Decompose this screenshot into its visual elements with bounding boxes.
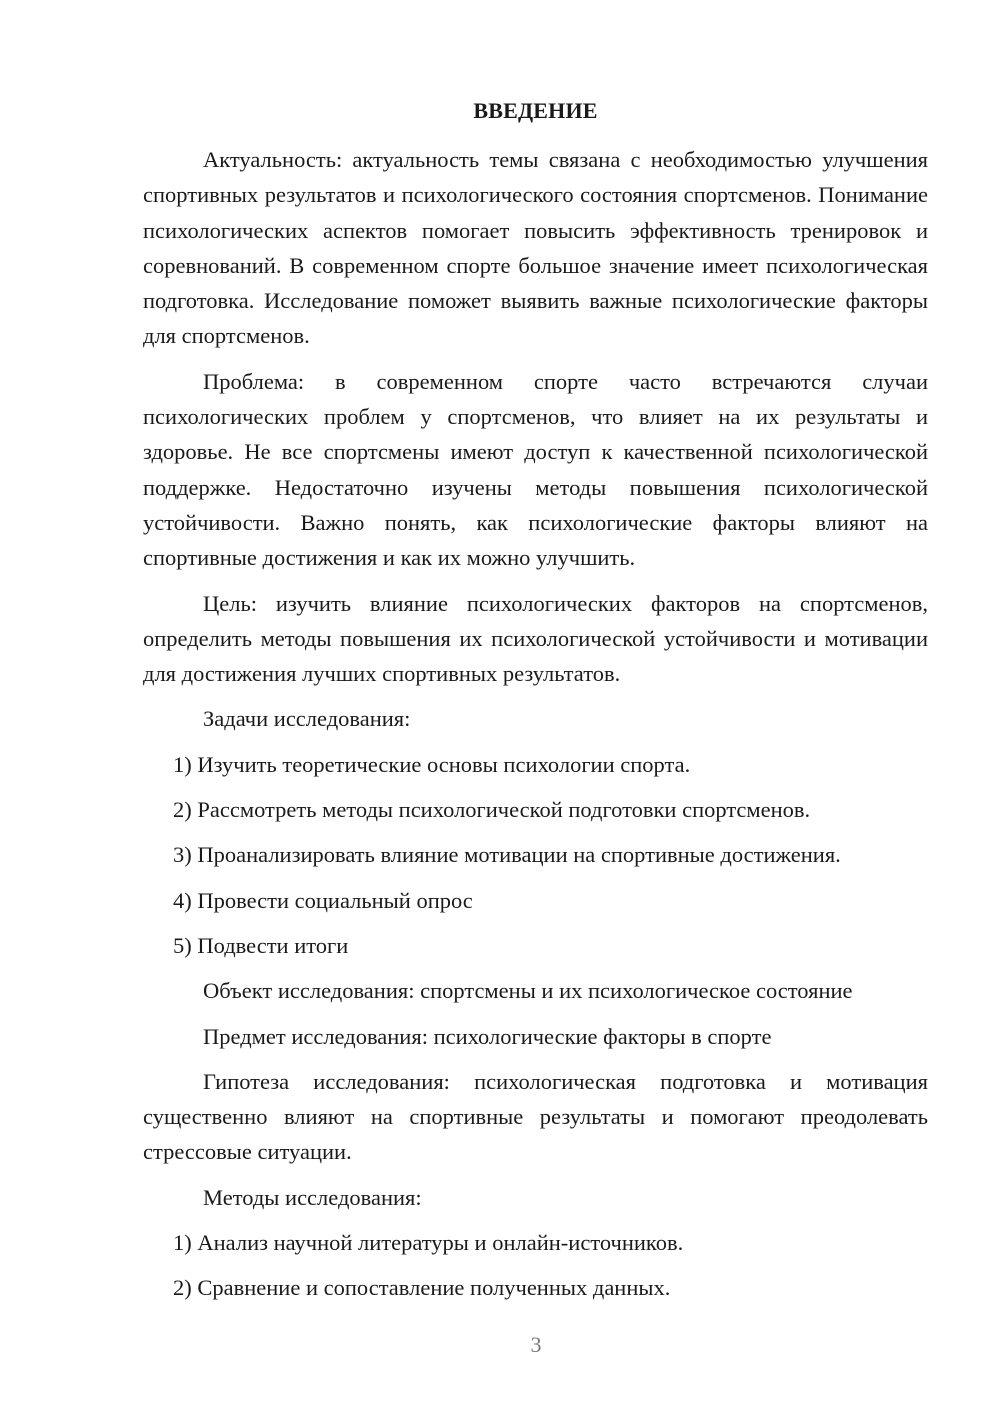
tasks-heading: Задачи исследования: [203,706,411,732]
list-item: 5) Подвести итоги [173,932,349,958]
object-paragraph: Объект исследования: спортсмены и их психологическое состояние [203,978,853,1004]
list-item: 2) Сравнение и сопоставление полученных данных. [173,1275,671,1301]
list-item: 2) Рассмотреть методы психологической подготовки спортсменов. [173,797,811,823]
list-item: 1) Анализ научной литературы и онлайн-источников. [173,1230,684,1256]
page-number: 3 [530,1332,542,1357]
list-item: 1) Изучить теоретические основы психологии спорта. [173,751,691,777]
tasks-list [143,747,928,963]
list-item: 3) Проанализировать влияние мотивации на спортивные достижения. [173,842,841,868]
document-page [143,96,928,1316]
subject-paragraph: Предмет исследования: психологические факторы в спорте [203,1023,772,1049]
problem-paragraph: Проблема: в современном спорте часто встречаются случаи психологических проблем у спортсменов, что влияет на их результаты и здоровье. Не все спортсмены имеют доступ к качественной психологической поддержке. Недостаточно изучены методы повышения психологической устойчивости. Важно понять, как психологические факторы влияют на спортивные достижения и как их можно улучшить. [143,368,928,571]
page-title: ВВЕДЕНИЕ [473,98,598,123]
methods-heading: Методы исследования: [203,1184,422,1210]
relevance-paragraph: Актуальность: актуальность темы связана с необходимостью улучшения спортивных результатов и психологического состояния спортсменов. Понимание психологических аспектов помогает повысить эффективность тренировок и соревнований. В современном спорте большое значение имеет психологическая подготовка. Исследование поможет выявить важные психологические факторы для спортсменов. [143,147,928,349]
methods-list [143,1225,928,1306]
hypothesis-paragraph: Гипотеза исследования: психологическая подготовка и мотивация существенно влияют на спортивные результаты и помогают преодолевать стрессовые ситуации. [143,1068,928,1165]
goal-paragraph: Цель: изучить влияние психологических факторов на спортсменов, определить методы повышения их психологической устойчивости и мотивации для достижения лучших спортивных результатов. [143,590,928,687]
list-item: 4) Провести социальный опрос [173,887,473,913]
